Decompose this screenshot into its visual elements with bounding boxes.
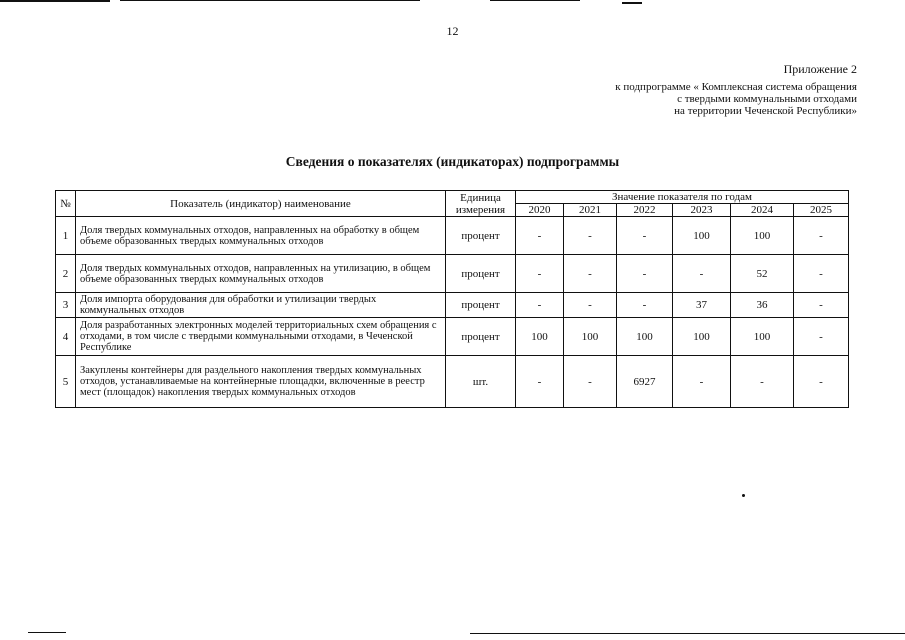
appendix-title: Приложение 2 — [783, 62, 857, 76]
row-number: 2 — [56, 255, 76, 293]
row-number: 3 — [56, 293, 76, 318]
value-cell: 100 — [731, 217, 794, 255]
value-cell: - — [564, 356, 617, 408]
table-row — [56, 318, 849, 356]
value-cell: - — [516, 293, 564, 318]
value-cell: - — [564, 217, 617, 255]
unit-cell: процент — [446, 217, 516, 255]
value-cell: - — [794, 318, 849, 356]
table-row — [56, 356, 849, 408]
value-cell: - — [617, 293, 673, 318]
value-cell: - — [516, 255, 564, 293]
value-cell: - — [516, 217, 564, 255]
row-number: 4 — [56, 318, 76, 356]
value-cell: - — [564, 293, 617, 318]
header-year: 2020 — [516, 204, 564, 217]
indicator-name: Доля разработанных электронных моделей территориальных схем обращения с отходами, в том числе с твердыми коммунальными отходами, в Чеченской Республике — [76, 318, 446, 356]
table-row — [56, 293, 849, 318]
appendix-line: к подпрограмме « Комплексная система обращения — [615, 81, 857, 93]
value-cell: 100 — [673, 318, 731, 356]
indicators-table-container — [55, 190, 848, 408]
table-row — [56, 255, 849, 293]
document-heading: Сведения о показателях (индикаторах) подпрограммы — [285, 154, 620, 169]
top-edge-line — [0, 0, 110, 2]
row-number: 1 — [56, 217, 76, 255]
header-unit: Единица измерения — [446, 191, 516, 217]
header-indicator-name: Показатель (индикатор) наименование — [76, 191, 446, 217]
value-cell: 37 — [673, 293, 731, 318]
header-number: № — [56, 191, 76, 217]
value-cell: 6927 — [617, 356, 673, 408]
header-year: 2025 — [794, 204, 849, 217]
indicators-table — [55, 190, 849, 408]
bottom-edge-line — [28, 632, 66, 633]
appendix-line: с твердыми коммунальными отходами — [677, 93, 857, 105]
value-cell: 100 — [731, 318, 794, 356]
page-number: 12 — [446, 24, 459, 38]
value-cell: - — [617, 255, 673, 293]
value-cell: 52 — [731, 255, 794, 293]
value-cell: - — [617, 217, 673, 255]
indicator-name: Закуплены контейнеры для раздельного накопления твердых коммунальных отходов, устанавливаемые на контейнерные площадки, включенные в реестр мест (площадок) накопления твердых коммунальных отходов — [76, 356, 446, 408]
bottom-edge-line — [470, 633, 905, 634]
value-cell: 100 — [617, 318, 673, 356]
value-cell: - — [794, 356, 849, 408]
appendix-subtitle — [615, 81, 857, 117]
value-cell: - — [731, 356, 794, 408]
indicator-name: Доля твердых коммунальных отходов, направленных на обработку в общем объеме образованных твердых коммунальных отходов — [76, 217, 446, 255]
unit-cell: процент — [446, 318, 516, 356]
value-cell: - — [673, 356, 731, 408]
top-edge-line — [120, 0, 420, 1]
header-year: 2022 — [617, 204, 673, 217]
value-cell: 100 — [564, 318, 617, 356]
value-cell: - — [794, 255, 849, 293]
row-number: 5 — [56, 356, 76, 408]
indicator-name: Доля твердых коммунальных отходов, направленных на утилизацию, в общем объеме образованных твердых коммунальных отходов — [76, 255, 446, 293]
value-cell: - — [794, 293, 849, 318]
unit-cell: шт. — [446, 356, 516, 408]
indicator-name: Доля импорта оборудования для обработки и утилизации твердых коммунальных отходов — [76, 293, 446, 318]
value-cell: - — [673, 255, 731, 293]
value-cell: 100 — [516, 318, 564, 356]
value-cell: 36 — [731, 293, 794, 318]
table-row — [56, 217, 849, 255]
unit-cell: процент — [446, 255, 516, 293]
header-year: 2023 — [673, 204, 731, 217]
header-values-by-year: Значение показателя по годам — [516, 191, 849, 204]
value-cell: 100 — [673, 217, 731, 255]
value-cell: - — [794, 217, 849, 255]
value-cell: - — [516, 356, 564, 408]
top-edge-line — [622, 2, 642, 4]
stray-dot — [742, 494, 745, 497]
unit-cell: процент — [446, 293, 516, 318]
header-year: 2021 — [564, 204, 617, 217]
appendix-line: на территории Чеченской Республики» — [674, 105, 857, 117]
value-cell: - — [564, 255, 617, 293]
top-edge-line — [490, 0, 580, 1]
header-year: 2024 — [731, 204, 794, 217]
